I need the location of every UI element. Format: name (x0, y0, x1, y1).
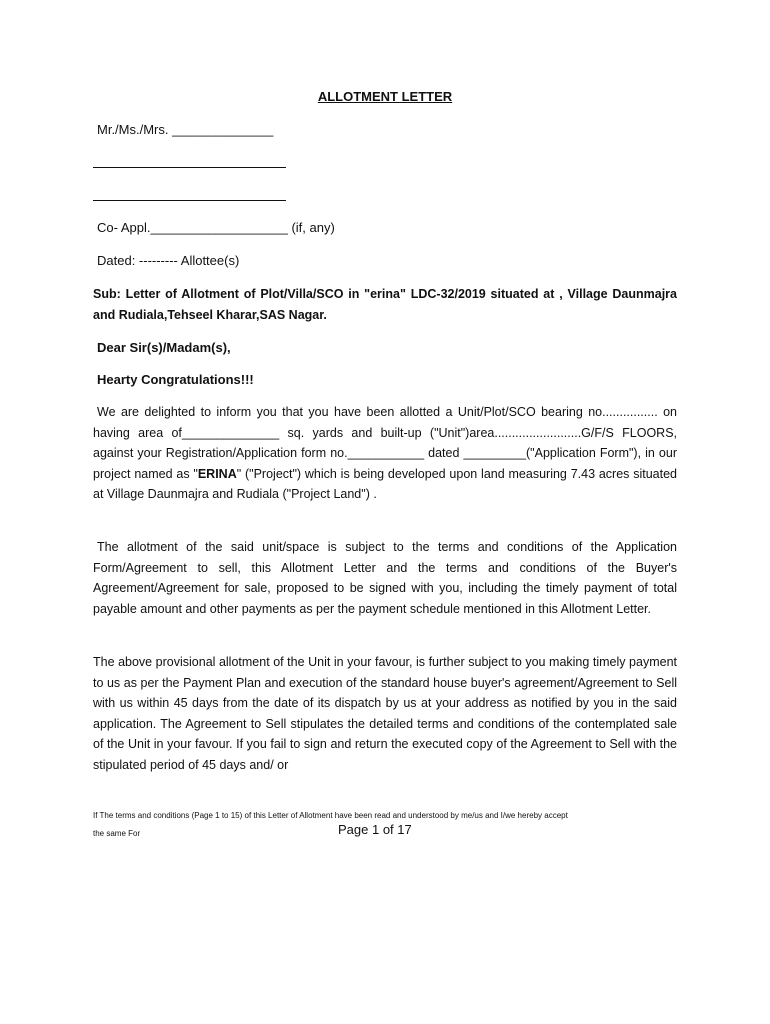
congratulations-line: Hearty Congratulations!!! (97, 372, 254, 387)
subject-line: Sub: Letter of Allotment of Plot/Villa/SCO in "erina" LDC-32/2019 situated at , Village Daunmajra and Rudiala,Tehseel Kharar,SAS Nagar. (93, 287, 677, 322)
paragraph-allotment-details-part1: We are delighted to inform you that you have been allotted a Unit/Plot/SCO bearing no................ on having area of______________ sq. yards and built-up ("Unit")area.........................G/F/S FLOORS, against your Registration/Application form no.___________ dated _________("Application Form"), in our project named as " (93, 405, 677, 481)
paragraph-allotment-details-part2: " ("Project") which is being developed upon land measuring 7.43 acres situated at Village Daunmajra and Rudiala ("Project Land") . (93, 466, 677, 501)
paragraph-allotment-details (93, 402, 677, 505)
co-applicant-line: Co- Appl.___________________ (if, any) (97, 220, 335, 235)
addressee-line: Mr./Ms./Mrs. ______________ (97, 122, 274, 137)
address-blank-line-2 (93, 200, 286, 201)
footnote-line-2: the same For (93, 829, 141, 838)
paragraph-provisional-allotment: The above provisional allotment of the Unit in your favour, is further subject to you making timely payment to us as per the Payment Plan and execution of the standard house buyer's agreement/Agreement to Sell with us within 45 days from the date of its dispatch by us at your address as notified by you in the said application. The Agreement to Sell stipulates the detailed terms and conditions of the contemplated sale of the Unit in your favour. If you fail to sign and return the executed copy of the Agreement to Sell with the stipulated period of 45 days and/ or (93, 655, 677, 772)
footnote-line-1: If The terms and conditions (Page 1 to 15) of this Letter of Allotment have been read and understood by me/us and I/we hereby accept (93, 811, 568, 820)
page-number: Page 1 of 17 (338, 822, 412, 837)
project-name: ERINA (197, 466, 237, 481)
dated-line: Dated: --------- Allottee(s) (97, 253, 240, 268)
paragraph-allotment-conditions: The allotment of the said unit/space is subject to the terms and conditions of the Application Form/Agreement to sell, this Allotment Letter and the terms and conditions of the Buyer's Agreement/Agreement for sale, proposed to be signed with you, including the timely payment of total payable amount and other payments as per the payment schedule mentioned in this Allotment Letter. (93, 540, 677, 616)
address-blank-line-1 (93, 167, 286, 168)
document-title: ALLOTMENT LETTER (317, 89, 453, 104)
salutation: Dear Sir(s)/Madam(s), (97, 340, 231, 355)
